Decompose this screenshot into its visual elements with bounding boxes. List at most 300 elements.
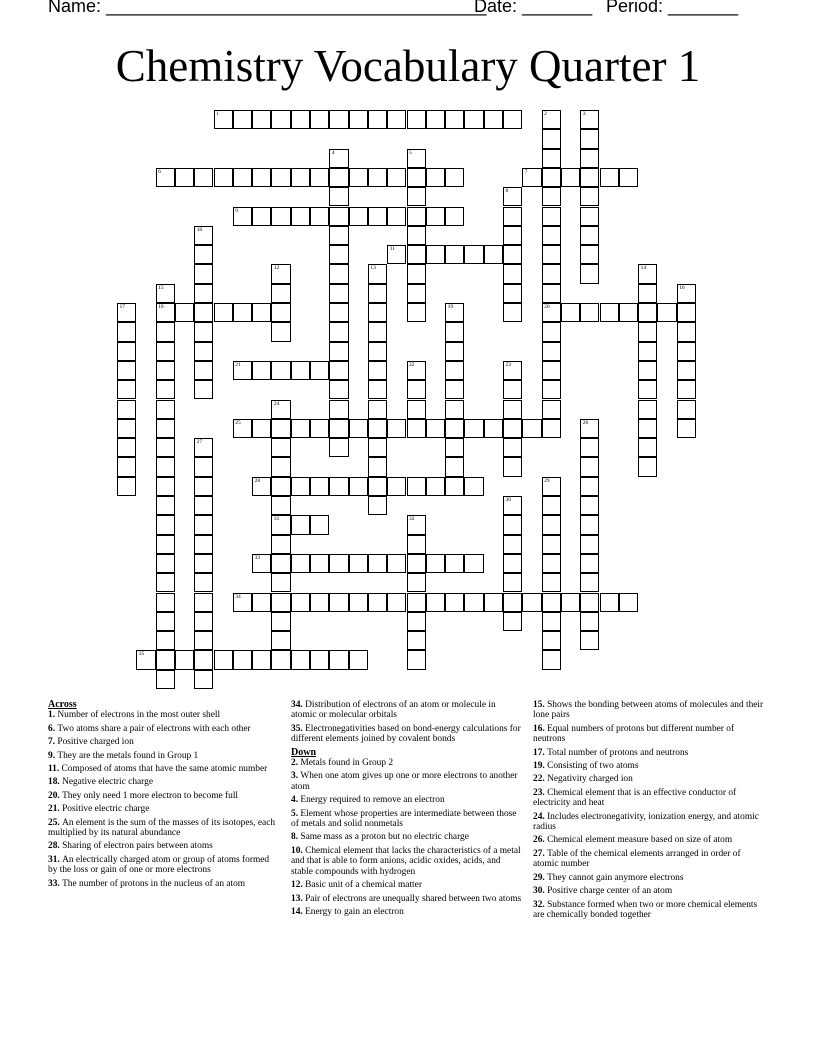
grid-cell[interactable] [329, 400, 348, 419]
grid-cell[interactable] [445, 361, 464, 380]
grid-cell[interactable] [426, 419, 445, 438]
grid-cell[interactable] [638, 457, 657, 476]
grid-cell[interactable] [271, 477, 290, 496]
grid-cell[interactable] [407, 149, 426, 168]
grid-cell[interactable] [503, 226, 522, 245]
grid-cell[interactable] [445, 477, 464, 496]
grid-cell[interactable] [580, 187, 599, 206]
grid-cell[interactable] [638, 419, 657, 438]
grid-cell[interactable] [542, 612, 561, 631]
grid-cell[interactable] [271, 361, 290, 380]
grid-cell[interactable] [445, 438, 464, 457]
grid-cell[interactable] [117, 400, 136, 419]
grid-cell[interactable] [542, 380, 561, 399]
grid-cell[interactable] [407, 284, 426, 303]
grid-cell[interactable] [638, 380, 657, 399]
grid-cell[interactable] [503, 554, 522, 573]
grid-cell[interactable] [252, 207, 271, 226]
grid-cell[interactable] [387, 245, 406, 264]
grid-cell[interactable] [291, 554, 310, 573]
grid-cell[interactable] [368, 361, 387, 380]
grid-cell[interactable] [271, 631, 290, 650]
grid-cell[interactable] [156, 477, 175, 496]
grid-cell[interactable] [542, 631, 561, 650]
grid-cell[interactable] [368, 593, 387, 612]
grid-cell[interactable] [503, 207, 522, 226]
grid-cell[interactable] [542, 419, 561, 438]
grid-cell[interactable] [638, 361, 657, 380]
grid-cell[interactable] [233, 419, 252, 438]
grid-cell[interactable] [233, 593, 252, 612]
grid-cell[interactable] [271, 419, 290, 438]
grid-cell[interactable] [194, 612, 213, 631]
grid-cell[interactable] [407, 380, 426, 399]
grid-cell[interactable] [194, 573, 213, 592]
grid-cell[interactable] [407, 631, 426, 650]
grid-cell[interactable] [368, 400, 387, 419]
grid-cell[interactable] [445, 110, 464, 129]
grid-cell[interactable] [271, 322, 290, 341]
grid-cell[interactable] [117, 322, 136, 341]
grid-cell[interactable] [677, 322, 696, 341]
grid-cell[interactable] [291, 593, 310, 612]
grid-cell[interactable] [175, 303, 194, 322]
grid-cell[interactable] [156, 342, 175, 361]
grid-cell[interactable] [117, 438, 136, 457]
grid-cell[interactable] [600, 593, 619, 612]
grid-cell[interactable] [291, 515, 310, 534]
grid-cell[interactable] [252, 303, 271, 322]
grid-cell[interactable] [503, 496, 522, 515]
grid-cell[interactable] [445, 419, 464, 438]
grid-cell[interactable] [580, 535, 599, 554]
grid-cell[interactable] [407, 207, 426, 226]
grid-cell[interactable] [407, 554, 426, 573]
grid-cell[interactable] [156, 670, 175, 689]
grid-cell[interactable] [349, 419, 368, 438]
grid-cell[interactable] [368, 322, 387, 341]
grid-cell[interactable] [503, 264, 522, 283]
grid-cell[interactable] [117, 477, 136, 496]
grid-cell[interactable] [271, 264, 290, 283]
grid-cell[interactable] [310, 361, 329, 380]
grid-cell[interactable] [503, 361, 522, 380]
grid-cell[interactable] [503, 438, 522, 457]
grid-cell[interactable] [329, 284, 348, 303]
grid-cell[interactable] [542, 207, 561, 226]
grid-cell[interactable] [252, 361, 271, 380]
grid-cell[interactable] [426, 593, 445, 612]
grid-cell[interactable] [329, 207, 348, 226]
grid-cell[interactable] [310, 477, 329, 496]
grid-cell[interactable] [542, 477, 561, 496]
grid-cell[interactable] [638, 342, 657, 361]
grid-cell[interactable] [407, 245, 426, 264]
grid-cell[interactable] [329, 226, 348, 245]
grid-cell[interactable] [542, 187, 561, 206]
grid-cell[interactable] [484, 419, 503, 438]
grid-cell[interactable] [271, 438, 290, 457]
grid-cell[interactable] [580, 438, 599, 457]
grid-cell[interactable] [349, 554, 368, 573]
grid-cell[interactable] [329, 477, 348, 496]
grid-cell[interactable] [407, 264, 426, 283]
grid-cell[interactable] [677, 342, 696, 361]
grid-cell[interactable] [175, 168, 194, 187]
grid-cell[interactable] [580, 631, 599, 650]
grid-cell[interactable] [407, 110, 426, 129]
grid-cell[interactable] [580, 593, 599, 612]
grid-cell[interactable] [117, 361, 136, 380]
grid-cell[interactable] [349, 477, 368, 496]
grid-cell[interactable] [503, 573, 522, 592]
grid-cell[interactable] [445, 168, 464, 187]
grid-cell[interactable] [464, 593, 483, 612]
grid-cell[interactable] [156, 515, 175, 534]
grid-cell[interactable] [252, 168, 271, 187]
grid-cell[interactable] [194, 284, 213, 303]
grid-cell[interactable] [542, 264, 561, 283]
grid-cell[interactable] [503, 187, 522, 206]
grid-cell[interactable] [484, 110, 503, 129]
grid-cell[interactable] [310, 515, 329, 534]
grid-cell[interactable] [580, 419, 599, 438]
grid-cell[interactable] [407, 650, 426, 669]
grid-cell[interactable] [638, 400, 657, 419]
grid-cell[interactable] [271, 573, 290, 592]
grid-cell[interactable] [503, 457, 522, 476]
grid-cell[interactable] [580, 149, 599, 168]
grid-cell[interactable] [194, 438, 213, 457]
grid-cell[interactable] [484, 593, 503, 612]
grid-cell[interactable] [175, 650, 194, 669]
grid-cell[interactable] [542, 400, 561, 419]
grid-cell[interactable] [233, 361, 252, 380]
grid-cell[interactable] [677, 419, 696, 438]
grid-cell[interactable] [271, 168, 290, 187]
grid-cell[interactable] [214, 303, 233, 322]
grid-cell[interactable] [503, 515, 522, 534]
grid-cell[interactable] [252, 593, 271, 612]
grid-cell[interactable] [445, 554, 464, 573]
grid-cell[interactable] [252, 650, 271, 669]
grid-cell[interactable] [580, 168, 599, 187]
grid-cell[interactable] [349, 110, 368, 129]
grid-cell[interactable] [156, 554, 175, 573]
grid-cell[interactable] [542, 515, 561, 534]
grid-cell[interactable] [349, 207, 368, 226]
grid-cell[interactable] [407, 612, 426, 631]
grid-cell[interactable] [503, 612, 522, 631]
grid-cell[interactable] [503, 245, 522, 264]
grid-cell[interactable] [657, 303, 676, 322]
grid-cell[interactable] [677, 303, 696, 322]
grid-cell[interactable] [407, 361, 426, 380]
grid-cell[interactable] [194, 496, 213, 515]
grid-cell[interactable] [329, 110, 348, 129]
grid-cell[interactable] [426, 207, 445, 226]
grid-cell[interactable] [117, 457, 136, 476]
grid-cell[interactable] [329, 650, 348, 669]
grid-cell[interactable] [407, 477, 426, 496]
grid-cell[interactable] [214, 168, 233, 187]
grid-cell[interactable] [329, 342, 348, 361]
grid-cell[interactable] [503, 110, 522, 129]
grid-cell[interactable] [310, 168, 329, 187]
grid-cell[interactable] [136, 650, 155, 669]
grid-cell[interactable] [407, 593, 426, 612]
grid-cell[interactable] [194, 554, 213, 573]
grid-cell[interactable] [677, 361, 696, 380]
grid-cell[interactable] [619, 303, 638, 322]
grid-cell[interactable] [271, 207, 290, 226]
grid-cell[interactable] [677, 284, 696, 303]
grid-cell[interactable] [368, 168, 387, 187]
grid-cell[interactable] [252, 419, 271, 438]
grid-cell[interactable] [503, 400, 522, 419]
grid-cell[interactable] [542, 496, 561, 515]
grid-cell[interactable] [271, 593, 290, 612]
grid-cell[interactable] [407, 226, 426, 245]
grid-cell[interactable] [600, 303, 619, 322]
grid-cell[interactable] [542, 573, 561, 592]
grid-cell[interactable] [503, 303, 522, 322]
grid-cell[interactable] [117, 303, 136, 322]
grid-cell[interactable] [156, 573, 175, 592]
grid-cell[interactable] [522, 419, 541, 438]
grid-cell[interactable] [214, 650, 233, 669]
grid-cell[interactable] [291, 419, 310, 438]
grid-cell[interactable] [407, 400, 426, 419]
grid-cell[interactable] [271, 400, 290, 419]
grid-cell[interactable] [156, 650, 175, 669]
grid-cell[interactable] [368, 457, 387, 476]
grid-cell[interactable] [368, 342, 387, 361]
grid-cell[interactable] [156, 535, 175, 554]
grid-cell[interactable] [580, 477, 599, 496]
grid-cell[interactable] [310, 207, 329, 226]
grid-cell[interactable] [310, 110, 329, 129]
grid-cell[interactable] [561, 593, 580, 612]
grid-cell[interactable] [271, 612, 290, 631]
grid-cell[interactable] [156, 380, 175, 399]
grid-cell[interactable] [542, 129, 561, 148]
grid-cell[interactable] [542, 168, 561, 187]
grid-cell[interactable] [580, 554, 599, 573]
grid-cell[interactable] [638, 322, 657, 341]
grid-cell[interactable] [387, 419, 406, 438]
grid-cell[interactable] [407, 535, 426, 554]
grid-cell[interactable] [677, 380, 696, 399]
grid-cell[interactable] [542, 226, 561, 245]
grid-cell[interactable] [542, 245, 561, 264]
grid-cell[interactable] [677, 400, 696, 419]
grid-cell[interactable] [291, 207, 310, 226]
grid-cell[interactable] [271, 554, 290, 573]
grid-cell[interactable] [542, 284, 561, 303]
grid-cell[interactable] [464, 110, 483, 129]
grid-cell[interactable] [194, 670, 213, 689]
grid-cell[interactable] [271, 110, 290, 129]
grid-cell[interactable] [368, 477, 387, 496]
grid-cell[interactable] [271, 535, 290, 554]
grid-cell[interactable] [233, 168, 252, 187]
grid-cell[interactable] [542, 650, 561, 669]
grid-cell[interactable] [233, 110, 252, 129]
grid-cell[interactable] [407, 573, 426, 592]
grid-cell[interactable] [542, 361, 561, 380]
grid-cell[interactable] [542, 149, 561, 168]
grid-cell[interactable] [368, 438, 387, 457]
grid-cell[interactable] [368, 496, 387, 515]
grid-cell[interactable] [194, 650, 213, 669]
grid-cell[interactable] [464, 477, 483, 496]
grid-cell[interactable] [445, 303, 464, 322]
grid-cell[interactable] [580, 207, 599, 226]
grid-cell[interactable] [329, 419, 348, 438]
grid-cell[interactable] [426, 554, 445, 573]
grid-cell[interactable] [445, 322, 464, 341]
grid-cell[interactable] [291, 168, 310, 187]
grid-cell[interactable] [194, 457, 213, 476]
grid-cell[interactable] [214, 110, 233, 129]
grid-cell[interactable] [233, 207, 252, 226]
grid-cell[interactable] [580, 515, 599, 534]
grid-cell[interactable] [117, 419, 136, 438]
grid-cell[interactable] [619, 593, 638, 612]
grid-cell[interactable] [252, 110, 271, 129]
grid-cell[interactable] [329, 554, 348, 573]
grid-cell[interactable] [426, 168, 445, 187]
grid-cell[interactable] [233, 303, 252, 322]
grid-cell[interactable] [252, 554, 271, 573]
grid-cell[interactable] [542, 342, 561, 361]
grid-cell[interactable] [329, 149, 348, 168]
grid-cell[interactable] [368, 303, 387, 322]
grid-cell[interactable] [407, 419, 426, 438]
grid-cell[interactable] [156, 593, 175, 612]
grid-cell[interactable] [194, 535, 213, 554]
grid-cell[interactable] [580, 612, 599, 631]
grid-cell[interactable] [194, 322, 213, 341]
grid-cell[interactable] [156, 457, 175, 476]
grid-cell[interactable] [580, 496, 599, 515]
grid-cell[interactable] [329, 264, 348, 283]
grid-cell[interactable] [156, 419, 175, 438]
grid-cell[interactable] [503, 284, 522, 303]
grid-cell[interactable] [291, 477, 310, 496]
grid-cell[interactable] [271, 515, 290, 534]
grid-cell[interactable] [638, 284, 657, 303]
grid-cell[interactable] [368, 264, 387, 283]
grid-cell[interactable] [117, 380, 136, 399]
grid-cell[interactable] [368, 554, 387, 573]
grid-cell[interactable] [329, 438, 348, 457]
grid-cell[interactable] [445, 380, 464, 399]
grid-cell[interactable] [407, 168, 426, 187]
grid-cell[interactable] [156, 284, 175, 303]
grid-cell[interactable] [156, 631, 175, 650]
grid-cell[interactable] [580, 129, 599, 148]
grid-cell[interactable] [407, 187, 426, 206]
grid-cell[interactable] [580, 264, 599, 283]
grid-cell[interactable] [426, 245, 445, 264]
grid-cell[interactable] [271, 496, 290, 515]
grid-cell[interactable] [542, 535, 561, 554]
grid-cell[interactable] [156, 168, 175, 187]
grid-cell[interactable] [310, 593, 329, 612]
grid-cell[interactable] [368, 419, 387, 438]
grid-cell[interactable] [464, 554, 483, 573]
grid-cell[interactable] [445, 400, 464, 419]
grid-cell[interactable] [194, 380, 213, 399]
grid-cell[interactable] [368, 207, 387, 226]
grid-cell[interactable] [561, 303, 580, 322]
grid-cell[interactable] [600, 168, 619, 187]
grid-cell[interactable] [484, 245, 503, 264]
grid-cell[interactable] [426, 110, 445, 129]
grid-cell[interactable] [194, 593, 213, 612]
grid-cell[interactable] [271, 303, 290, 322]
grid-cell[interactable] [580, 226, 599, 245]
grid-cell[interactable] [619, 168, 638, 187]
grid-cell[interactable] [542, 110, 561, 129]
grid-cell[interactable] [194, 303, 213, 322]
grid-cell[interactable] [542, 322, 561, 341]
grid-cell[interactable] [156, 303, 175, 322]
grid-cell[interactable] [580, 245, 599, 264]
grid-cell[interactable] [329, 168, 348, 187]
grid-cell[interactable] [522, 168, 541, 187]
grid-cell[interactable] [329, 303, 348, 322]
grid-cell[interactable] [156, 438, 175, 457]
grid-cell[interactable] [329, 593, 348, 612]
grid-cell[interactable] [194, 342, 213, 361]
grid-cell[interactable] [329, 361, 348, 380]
grid-cell[interactable] [542, 303, 561, 322]
grid-cell[interactable] [522, 593, 541, 612]
grid-cell[interactable] [387, 110, 406, 129]
grid-cell[interactable] [426, 477, 445, 496]
grid-cell[interactable] [503, 380, 522, 399]
grid-cell[interactable] [310, 554, 329, 573]
grid-cell[interactable] [117, 342, 136, 361]
grid-cell[interactable] [368, 284, 387, 303]
grid-cell[interactable] [445, 342, 464, 361]
grid-cell[interactable] [387, 168, 406, 187]
grid-cell[interactable] [156, 612, 175, 631]
grid-cell[interactable] [271, 457, 290, 476]
grid-cell[interactable] [194, 631, 213, 650]
grid-cell[interactable] [503, 535, 522, 554]
grid-cell[interactable] [387, 207, 406, 226]
grid-cell[interactable] [194, 264, 213, 283]
grid-cell[interactable] [368, 110, 387, 129]
grid-cell[interactable] [194, 168, 213, 187]
grid-cell[interactable] [445, 245, 464, 264]
grid-cell[interactable] [387, 593, 406, 612]
grid-cell[interactable] [638, 438, 657, 457]
grid-cell[interactable] [407, 303, 426, 322]
grid-cell[interactable] [329, 187, 348, 206]
grid-cell[interactable] [464, 245, 483, 264]
grid-cell[interactable] [310, 419, 329, 438]
grid-cell[interactable] [271, 284, 290, 303]
grid-cell[interactable] [310, 650, 329, 669]
grid-cell[interactable] [445, 457, 464, 476]
grid-cell[interactable] [194, 226, 213, 245]
grid-cell[interactable] [368, 380, 387, 399]
